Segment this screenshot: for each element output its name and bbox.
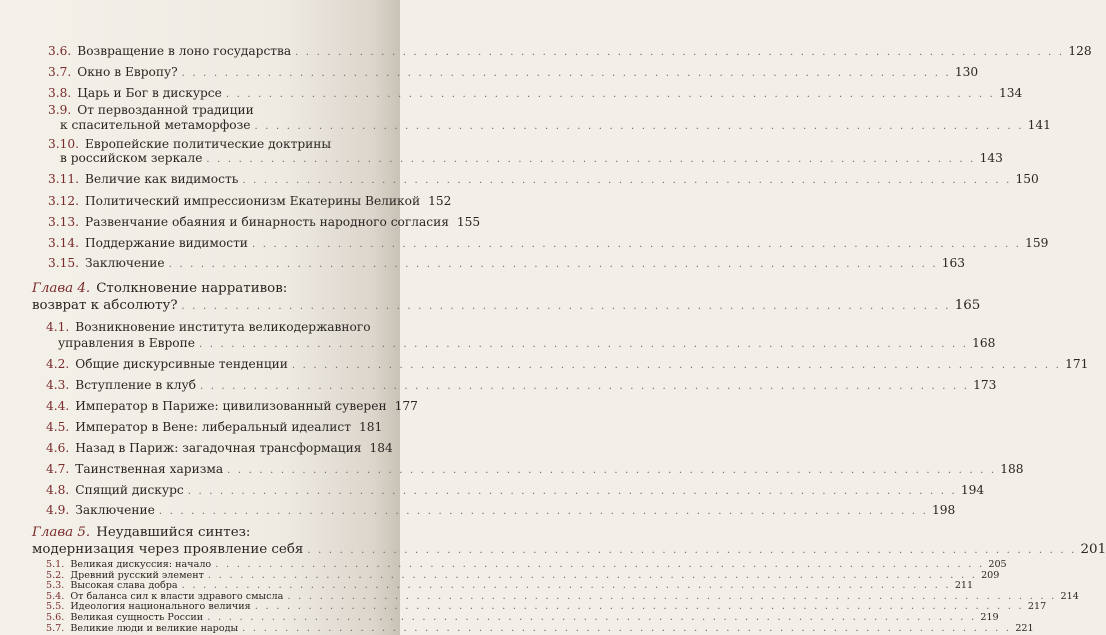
entry-page: 205 — [988, 559, 1007, 570]
dot-leader — [182, 299, 951, 315]
entry-page: 188 — [1000, 462, 1024, 476]
toc-entry — [48, 215, 481, 231]
entry-number: 3.14. — [48, 236, 80, 250]
entry-number: 5.7. — [46, 622, 65, 634]
entry-page: 130 — [954, 65, 979, 79]
entry-number: 3.10. — [48, 137, 80, 151]
entry-number: 5.6. — [46, 612, 65, 623]
entry-page: 221 — [1015, 622, 1034, 634]
entry-number: 5.4. — [46, 590, 65, 602]
chapter-heading — [32, 281, 287, 297]
entry-title: Развенчание обаяния и бинарность народного согласия — [85, 215, 449, 229]
entry-title: Величие как видимость — [85, 172, 239, 186]
entry-title: Заключение — [75, 503, 155, 517]
dot-leader — [292, 359, 1061, 373]
toc-entry — [46, 420, 383, 436]
entry-page: 155 — [456, 215, 481, 229]
dot-leader — [255, 120, 1024, 134]
entry-number: 3.6. — [48, 44, 72, 58]
toc-entry — [48, 86, 1023, 102]
entry-number: 5.1. — [46, 559, 65, 570]
entry-title: управления в Европе — [58, 336, 195, 350]
toc-entry — [46, 622, 1034, 635]
toc-entry — [48, 65, 979, 81]
entry-number: 3.8. — [48, 86, 72, 100]
entry-number: 4.2. — [46, 357, 70, 371]
chapter-entry — [32, 542, 1106, 559]
entry-number: 4.6. — [46, 441, 70, 455]
entry-page: 173 — [973, 378, 997, 392]
dot-leader — [307, 543, 1076, 559]
entry-title-line1: Возникновение института великодержавного — [75, 320, 371, 334]
entry-title: Идеология национального величия — [70, 601, 251, 613]
entry-title: Окно в Европу? — [77, 65, 178, 79]
entry-title: Император в Париже: цивилизованный суверен — [75, 399, 387, 413]
dot-leader — [199, 338, 968, 352]
entry-title-line1: От первозданной традиции — [77, 103, 254, 117]
dot-leader — [200, 380, 969, 394]
entry-title: к спасительной метаморфозе — [60, 118, 251, 132]
entry-page: 168 — [972, 336, 996, 350]
entry-title: Император в Вене: либеральный идеалист — [75, 420, 351, 434]
entry-number: 3.9. — [48, 103, 72, 117]
toc-entry — [48, 44, 1092, 60]
dot-leader — [169, 258, 938, 272]
chapter-title: модернизация через проявление себя — [32, 542, 304, 557]
entry-title: Возвращение в лоно государства — [77, 44, 292, 58]
entry-page: 141 — [1027, 118, 1051, 132]
entry-number: 3.12. — [48, 194, 80, 208]
entry-page: 159 — [1025, 236, 1049, 250]
toc-entry — [48, 236, 1049, 252]
chapter-title-line1: Неудавшийся синтез: — [96, 525, 251, 540]
entry-title: Спящий дискурс — [75, 483, 184, 497]
entry-title: Вступление в клуб — [75, 378, 196, 392]
dot-leader — [188, 485, 957, 499]
entry-title: в российском зеркале — [60, 151, 203, 165]
entry-number: 4.4. — [46, 399, 70, 413]
entry-number: 4.8. — [46, 483, 70, 497]
dot-leader — [207, 613, 976, 624]
toc-entry-first-line — [46, 320, 371, 334]
entry-number: 5.5. — [46, 601, 65, 613]
toc-entry — [60, 118, 1051, 134]
entry-page: 209 — [981, 569, 1000, 581]
entry-page: 198 — [931, 503, 956, 517]
entry-page: 219 — [980, 612, 999, 623]
toc-entry — [48, 194, 452, 210]
chapter-title: возврат к абсолюту? — [32, 298, 178, 313]
dot-leader — [182, 67, 951, 81]
entry-number: 3.7. — [48, 65, 72, 79]
entry-title: Назад в Париж: загадочная трансформация — [75, 441, 362, 455]
chapter-title-line1: Столкновение нарративов: — [96, 281, 288, 296]
toc-entry — [46, 357, 1089, 373]
toc-entry — [46, 483, 985, 499]
toc-entry — [46, 399, 418, 415]
entry-page: 163 — [941, 256, 965, 270]
toc-entry — [46, 503, 956, 519]
entry-title: Поддержание видимости — [85, 236, 248, 250]
entry-title: Общие дискурсивные тенденции — [75, 357, 288, 371]
chapter-entry — [32, 298, 981, 315]
entry-number: 3.11. — [48, 172, 80, 186]
dot-leader — [215, 560, 984, 571]
toc-entry — [48, 172, 1039, 188]
dot-leader — [242, 624, 1011, 635]
entry-title: Высокая слава добра — [70, 580, 178, 592]
entry-title: Таинственная харизма — [75, 462, 224, 476]
dot-leader — [252, 238, 1021, 252]
dot-leader — [227, 464, 996, 478]
entry-number: 4.7. — [46, 462, 70, 476]
entry-page: 150 — [1015, 172, 1039, 186]
entry-page: 152 — [428, 194, 452, 208]
entry-title: Политический импрессионизм Екатерины Великой — [85, 194, 421, 208]
entry-title: Великая сущность России — [70, 612, 204, 623]
dot-leader — [159, 505, 928, 519]
entry-number: 3.15. — [48, 256, 80, 270]
entry-page: 211 — [954, 580, 974, 592]
entry-page: 143 — [979, 151, 1003, 165]
dot-leader — [226, 88, 995, 102]
dot-leader — [242, 174, 1011, 188]
entry-page: 201 — [1080, 542, 1106, 557]
entry-number: 5.3. — [46, 580, 65, 592]
entry-title: От баланса сил к власти здравого смысла — [70, 590, 284, 602]
entry-number: 4.9. — [46, 503, 70, 517]
toc-entry-first-line — [48, 103, 254, 117]
entry-number: 3.13. — [48, 215, 80, 229]
entry-page: 171 — [1065, 357, 1089, 371]
entry-title: Царь и Бог в дискурсе — [77, 86, 222, 100]
entry-number: 4.1. — [46, 320, 70, 334]
toc-entry — [60, 151, 1003, 167]
dot-leader — [206, 153, 975, 167]
toc-entry — [48, 256, 965, 272]
toc-entry — [58, 336, 996, 352]
entry-page: 194 — [960, 483, 985, 497]
entry-title: Великая дискуссия: начало — [70, 559, 212, 570]
chapter-number: Глава 4. — [32, 281, 91, 296]
dot-leader — [295, 46, 1064, 60]
entry-number: 4.3. — [46, 378, 70, 392]
entry-page: 217 — [1027, 601, 1047, 613]
entry-page: 214 — [1060, 590, 1079, 602]
entry-page: 165 — [954, 298, 981, 313]
entry-page: 134 — [999, 86, 1023, 100]
toc-entry — [46, 462, 1024, 478]
entry-title: Великие люди и великие народы — [70, 622, 239, 634]
entry-page: 181 — [358, 420, 383, 434]
toc-entry-first-line — [48, 137, 331, 151]
entry-page: 128 — [1068, 44, 1092, 58]
entry-title: Древний русский элемент — [70, 569, 204, 581]
chapter-number: Глава 5. — [32, 525, 91, 540]
entry-number: 5.2. — [46, 569, 65, 581]
chapter-heading — [32, 525, 250, 541]
entry-number: 4.5. — [46, 420, 70, 434]
entry-title-line1: Европейские политические доктрины — [85, 137, 332, 151]
toc-entry — [46, 441, 393, 457]
entry-title: Заключение — [85, 256, 165, 270]
entry-page: 184 — [369, 441, 393, 455]
toc-entry — [46, 378, 997, 394]
entry-page: 177 — [394, 399, 418, 413]
